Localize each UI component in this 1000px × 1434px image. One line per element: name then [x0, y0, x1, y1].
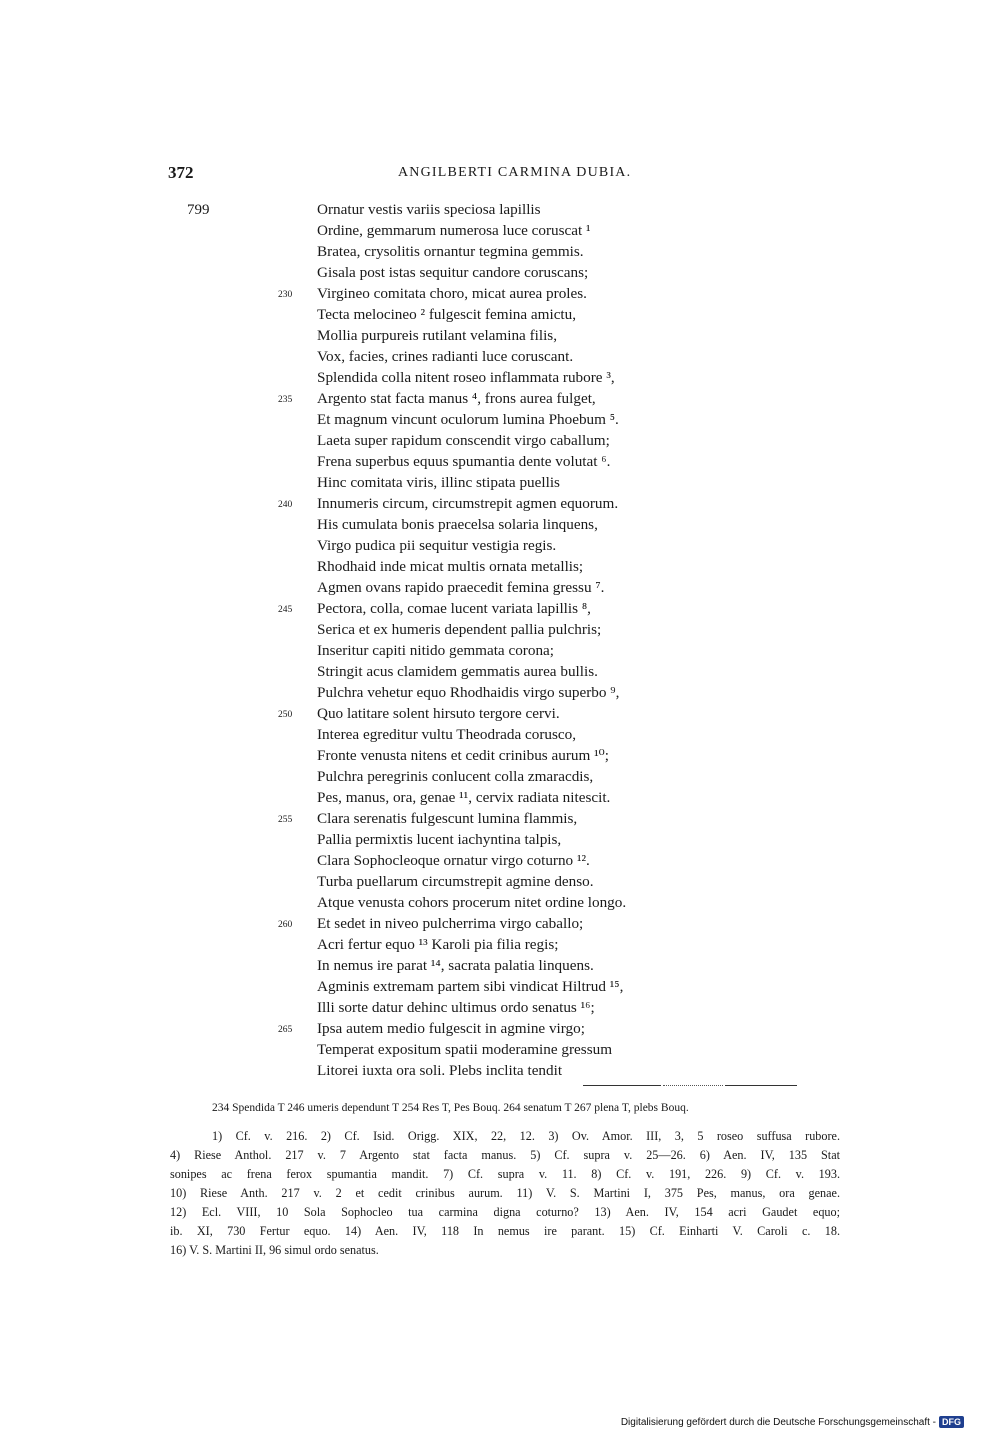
critical-apparatus: 234 Spendida T 246 umeris dependunt T 254 Res T, Pes Bouq. 264 senatum T 267 plena T, plebs Bouq.: [212, 1102, 689, 1114]
separator-rule: [725, 1085, 797, 1086]
verse-line: Stringit acus clamidem gemmatis aurea bullis.: [317, 663, 598, 680]
footnote-line: 1) Cf. v. 216. 2) Cf. Isid. Origg. XIX, 22, 12. 3) Ov. Amor. III, 3, 5 roseo suffusa rubore.: [212, 1129, 840, 1143]
verse-line: Pulchra vehetur equo Rhodhaidis virgo superbo ⁹,: [317, 684, 620, 701]
line-number: 235: [278, 395, 293, 405]
verse-line: In nemus ire parat ¹⁴, sacrata palatia linquens.: [317, 957, 594, 974]
separator-rule: [583, 1085, 661, 1086]
verse-line: Argento stat facta manus ⁴, frons aurea fulget,: [317, 390, 596, 407]
footnote-line: 12) Ecl. VIII, 10 Sola Sophocleo tua carmina digna coturno? 13) Aen. IV, 154 acri Gaudet equo;: [170, 1205, 840, 1219]
verse-line: Et magnum vincunt oculorum lumina Phoebum ⁵.: [317, 411, 619, 428]
verse-line: Fronte venusta nitens et cedit crinibus aurum ¹⁰;: [317, 747, 609, 764]
verse-line: Bratea, crysolitis ornantur tegmina gemmis.: [317, 243, 584, 260]
separator-dots: [663, 1085, 723, 1086]
verse-line: Tecta melocineo ² fulgescit femina amictu,: [317, 306, 577, 323]
verse-line: Frena superbus equus spumantia dente volutat ⁶.: [317, 453, 611, 470]
page-number: 372: [168, 163, 194, 182]
verse-line: Illi sorte datur dehinc ultimus ordo senatus ¹⁶;: [317, 999, 595, 1016]
line-number: 245: [278, 605, 293, 615]
verse-line: Quo latitare solent hirsuto tergore cervi.: [317, 705, 560, 722]
verse-line: Litorei iuxta ora soli. Plebs inclita tendit: [317, 1062, 563, 1079]
verse-line: Interea egreditur vultu Theodrada corusco,: [317, 726, 577, 743]
verse-line: Temperat expositum spatii moderamine gressum: [317, 1041, 613, 1058]
verse-line: Serica et ex humeris dependent pallia pulchris;: [317, 621, 602, 638]
footnote-line: sonipes ac frena ferox spumantia mandit. 7) Cf. supra v. 11. 8) Cf. v. 191, 226. 9) Cf. v. 193.: [170, 1167, 840, 1181]
credit-text: Digitalisierung gefördert durch die Deutsche Forschungsgemeinschaft -: [620, 1417, 936, 1428]
verse-line: Hinc comitata viris, illinc stipata puellis: [317, 474, 560, 491]
line-number: 255: [278, 815, 293, 825]
verse-line: Pulchra peregrinis conlucent colla zmaracdis,: [317, 768, 594, 785]
verse-line: Virgineo comitata choro, micat aurea proles.: [317, 285, 587, 302]
verse-line: Clara serenatis fulgescunt lumina flammis,: [317, 810, 578, 827]
verse-line: Ordine, gemmarum numerosa luce coruscat ¹: [317, 222, 591, 239]
verse-line: Laeta super rapidum conscendit virgo caballum;: [317, 432, 610, 449]
line-number: 265: [278, 1025, 293, 1035]
verse-line: Innumeris circum, circumstrepit agmen equorum.: [317, 495, 619, 512]
line-number: 250: [278, 710, 293, 720]
verse-line: Virgo pudica pii sequitur vestigia regis.: [317, 537, 557, 554]
verse-line: Gisala post istas sequitur candore coruscans;: [317, 264, 589, 281]
margin-reference: 799: [187, 202, 210, 218]
verse-line: Turba puellarum circumstrepit agmine denso.: [317, 873, 594, 890]
verse-line: Et sedet in niveo pulcherrima virgo caballo;: [317, 915, 584, 932]
verse-line: Rhodhaid inde micat multis ornata metallis;: [317, 558, 584, 575]
verse-line: Ipsa autem medio fulgescit in agmine virgo;: [317, 1020, 585, 1037]
verse-line: Pectora, colla, comae lucent variata lapillis ⁸,: [317, 600, 591, 617]
line-number: 230: [278, 290, 293, 300]
verse-line: Ornatur vestis variis speciosa lapillis: [317, 201, 541, 218]
footnote-line: 10) Riese Anth. 217 v. 2 et cedit crinibus aurum. 11) V. S. Martini I, 375 Pes, manus, ora genae.: [170, 1186, 840, 1200]
footnote-line: 16) V. S. Martini II, 96 simul ordo senatus.: [170, 1243, 379, 1257]
footnote-line: 4) Riese Anthol. 217 v. 7 Argento stat facta manus. 5) Cf. supra v. 25—26. 6) Aen. IV, 135 Stat: [170, 1148, 840, 1162]
verse-line: Pallia permixtis lucent iachyntina talpis,: [317, 831, 562, 848]
digitization-credit: [621, 1416, 964, 1428]
verse-line: Atque venusta cohors procerum nitet ordine longo.: [317, 894, 627, 911]
verse-line: Agminis extremam partem sibi vindicat Hiltrud ¹⁵,: [317, 978, 624, 995]
dfg-logo-icon: DFG: [939, 1416, 964, 1428]
verse-line: Clara Sophocleoque ornatur virgo coturno ¹².: [317, 852, 590, 869]
line-number: 240: [278, 500, 293, 510]
footnote-line: ib. XI, 730 Fertur equo. 14) Aen. IV, 118 In nemus ire parant. 15) Cf. Einharti V. Caroli c. 18.: [170, 1224, 840, 1238]
verse-line: Acri fertur equo ¹³ Karoli pia filia regis;: [317, 936, 559, 953]
verse-line: Inseritur capiti nitido gemmata corona;: [317, 642, 555, 659]
verse-line: Pes, manus, ora, genae ¹¹, cervix radiata nitescit.: [317, 789, 611, 806]
running-title: ANGILBERTI CARMINA DUBIA.: [398, 165, 632, 180]
verse-line: Vox, facies, crines radianti luce coruscant.: [317, 348, 574, 365]
verse-line: His cumulata bonis praecelsa solaria linquens,: [317, 516, 598, 533]
line-number: 260: [278, 920, 293, 930]
verse-line: Mollia purpureis rutilant velamina filis,: [317, 327, 557, 344]
verse-line: Agmen ovans rapido praecedit femina gressu ⁷.: [317, 579, 605, 596]
verse-line: Splendida colla nitent roseo inflammata rubore ³,: [317, 369, 615, 386]
